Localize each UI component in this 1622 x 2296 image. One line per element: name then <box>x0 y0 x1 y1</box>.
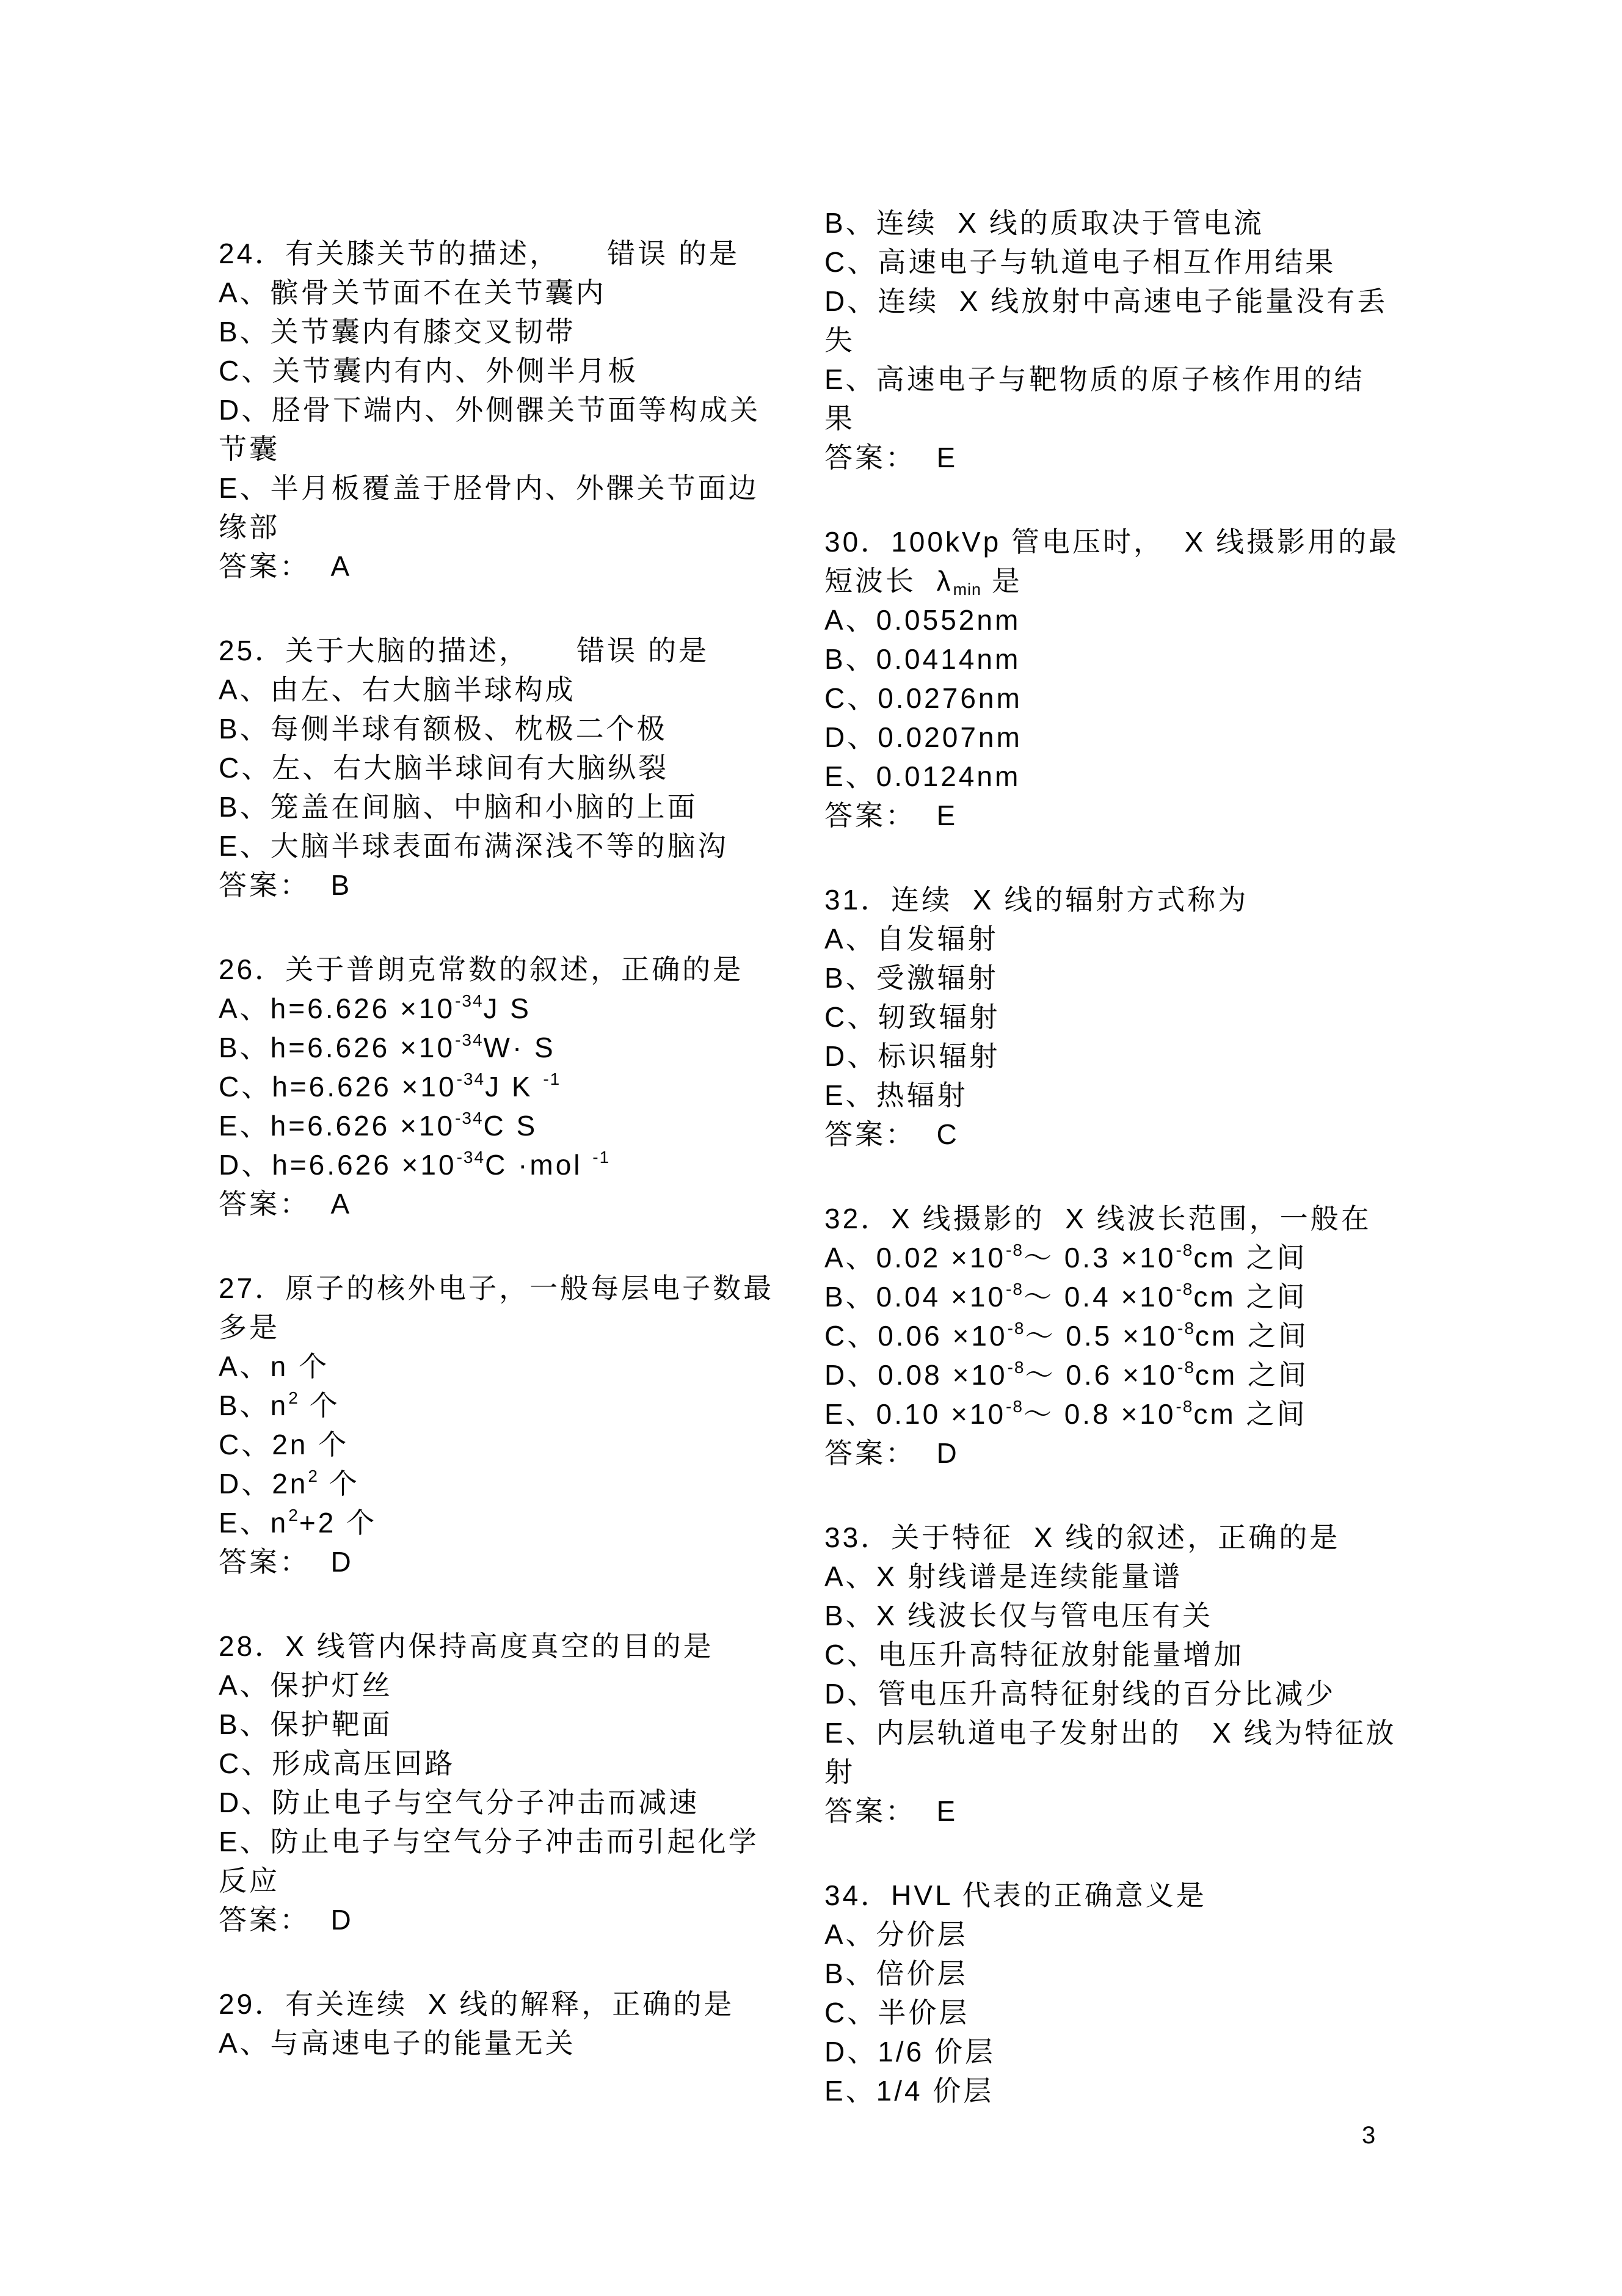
text-segment: cm 之间 <box>1193 1281 1307 1313</box>
text-segment: E、0.10 ×10 <box>824 1398 1006 1430</box>
text-segment: cm 之间 <box>1195 1359 1309 1391</box>
option-line: B、0.0414nm <box>824 643 1021 675</box>
option-line: C、高速电子与轨道电子相互作用结果 <box>824 246 1336 278</box>
option-line: B、保护靶面 <box>219 1708 393 1740</box>
text-segment: A、h=6.626 ×10 <box>219 993 456 1024</box>
answer-line: 答案： E <box>824 442 958 473</box>
option-line <box>219 1067 823 1106</box>
question-block-q29-continued <box>824 203 1472 477</box>
text-segment: D、h=6.626 ×10 <box>219 1149 457 1181</box>
continuation-line: 反应 <box>219 1865 280 1897</box>
option-line: A、0.0552nm <box>824 604 1021 636</box>
superscript: -1 <box>592 1148 611 1167</box>
option-line: C、左、右大脑半球间有大脑纵裂 <box>219 752 669 784</box>
question-header: 24．有关膝关节的描述， 错误 的是 <box>219 238 740 269</box>
question-header: 31．连续 X 线的辐射方式称为 <box>824 884 1249 916</box>
option-line: B、笼盖在间脑、中脑和小脑的上面 <box>219 791 698 823</box>
superscript: 2 <box>288 1388 299 1407</box>
text-segment: C、0.06 ×10 <box>824 1320 1008 1352</box>
text-segment: 是 <box>981 565 1022 597</box>
text-segment: D、0.08 ×10 <box>824 1359 1008 1391</box>
option-line <box>219 1503 823 1542</box>
text-segment: D、2n <box>219 1468 308 1500</box>
option-line <box>824 1238 1472 1277</box>
text-segment: cm 之间 <box>1195 1320 1309 1352</box>
option-line: A、与高速电子的能量无关 <box>219 2027 576 2059</box>
option-line <box>219 989 823 1028</box>
superscript: -8 <box>1007 1319 1025 1338</box>
option-line: B、X 线波长仅与管电压有关 <box>824 1600 1213 1631</box>
text-segment: cm 之间 <box>1193 1242 1307 1274</box>
text-segment: C S <box>483 1110 538 1142</box>
option-line: C、0.0276nm <box>824 682 1022 714</box>
superscript: -34 <box>455 1109 484 1128</box>
question-block-q28 <box>219 1627 823 1939</box>
text-segment: B、n <box>219 1390 289 1421</box>
subscript: min <box>953 580 982 599</box>
option-line: D、1/6 价层 <box>824 2036 995 2068</box>
answer-line: 答案： B <box>219 869 352 901</box>
superscript: 2 <box>288 1506 299 1525</box>
question-block-q34 <box>824 1876 1472 2110</box>
superscript: -8 <box>1177 1319 1195 1338</box>
question-block-q33 <box>824 1518 1472 1831</box>
question-header: 28．X 线管内保持高度真空的目的是 <box>219 1630 714 1662</box>
option-line: E、1/4 价层 <box>824 2075 994 2107</box>
option-line: C、轫致辐射 <box>824 1001 1000 1033</box>
text-segment: 短波长 λ <box>824 565 953 597</box>
option-line: E、高速电子与靶物质的原子核作用的结 <box>824 363 1365 395</box>
right-column <box>824 203 1472 2156</box>
continuation-line <box>824 561 1472 600</box>
question-header: 32．X 线摄影的 X 线波长范围，一般在 <box>824 1203 1372 1234</box>
answer-line: 答案： D <box>824 1437 959 1469</box>
text-segment: A、0.02 ×10 <box>824 1242 1006 1274</box>
question-header: 34．HVL 代表的正确意义是 <box>824 1879 1207 1911</box>
question-header: 30．100kVp 管电压时， X 线摄影用的最 <box>824 526 1399 558</box>
left-column <box>219 234 823 2108</box>
superscript: -8 <box>1177 1358 1195 1377</box>
text-segment: ～ 0.4 ×10 <box>1023 1281 1176 1313</box>
text-segment: E、n <box>219 1507 289 1539</box>
option-line: A、保护灯丝 <box>219 1669 393 1701</box>
superscript: -8 <box>1176 1397 1194 1416</box>
question-header: 26．关于普朗克常数的叙述，正确的是 <box>219 953 744 985</box>
superscript: -8 <box>1006 1280 1024 1299</box>
continuation-line: 射 <box>824 1756 855 1788</box>
superscript: -8 <box>1176 1241 1194 1259</box>
option-line: E、内层轨道电子发射出的 X 线为特征放 <box>824 1717 1397 1749</box>
option-line <box>219 1464 823 1503</box>
option-line: D、防止电子与空气分子冲击而减速 <box>219 1787 700 1818</box>
option-line <box>824 1355 1472 1394</box>
superscript: -34 <box>456 1148 486 1167</box>
option-line: D、标识辐射 <box>824 1040 1000 1072</box>
option-line: C、2n 个 <box>219 1429 349 1460</box>
text-segment: ～ 0.5 ×10 <box>1025 1320 1178 1352</box>
option-line: A、X 射线谱是连续能量谱 <box>824 1561 1183 1592</box>
option-line: E、0.0124nm <box>824 760 1021 792</box>
superscript: -8 <box>1006 1397 1024 1416</box>
option-line: D、连续 X 线放射中高速电子能量没有丢 <box>824 285 1388 317</box>
answer-line: 答案： A <box>219 550 352 582</box>
option-line: C、半价层 <box>824 1997 970 2028</box>
superscript: -34 <box>456 1070 486 1088</box>
option-line: D、管电压升高特征射线的百分比减少 <box>824 1678 1336 1710</box>
text-segment: cm 之间 <box>1193 1398 1307 1430</box>
text-segment: C、h=6.626 ×10 <box>219 1071 457 1102</box>
continuation-line: 多是 <box>219 1311 280 1343</box>
answer-line: 答案： E <box>824 800 958 831</box>
superscript: -8 <box>1006 1241 1024 1259</box>
continuation-line: 失 <box>824 324 855 356</box>
option-line: B、每侧半球有额极、枕极二个极 <box>219 713 667 745</box>
text-segment: +2 个 <box>299 1507 377 1539</box>
continuation-line: 果 <box>824 403 855 434</box>
answer-line: 答案： D <box>219 1904 354 1936</box>
text-segment: E、h=6.626 ×10 <box>219 1110 456 1142</box>
text-segment: ～ 0.6 ×10 <box>1025 1359 1178 1391</box>
option-line: E、大脑半球表面布满深浅不等的脑沟 <box>219 830 729 862</box>
text-segment: J K <box>485 1071 544 1102</box>
question-block-q30 <box>824 522 1472 835</box>
question-block-q32 <box>824 1199 1472 1473</box>
continuation-line: 缘部 <box>219 511 280 543</box>
option-line: A、n 个 <box>219 1350 330 1382</box>
option-line: E、防止电子与空气分子冲击而引起化学 <box>219 1826 759 1857</box>
question-block-q26 <box>219 950 823 1223</box>
text-segment: ～ 0.3 ×10 <box>1023 1242 1176 1274</box>
text-segment: W· S <box>483 1032 556 1063</box>
text-segment: 个 <box>318 1468 360 1500</box>
option-line: B、受激辐射 <box>824 962 998 994</box>
text-segment: 个 <box>299 1390 340 1421</box>
question-block-q24 <box>219 234 823 586</box>
option-line: E、半月板覆盖于胫骨内、外髁关节面边 <box>219 472 759 504</box>
option-line: A、髌骨关节面不在关节囊内 <box>219 277 606 308</box>
superscript: -1 <box>543 1070 561 1088</box>
question-block-q25 <box>219 631 823 905</box>
option-line: B、关节囊内有膝交叉韧带 <box>219 316 576 348</box>
option-line <box>219 1106 823 1145</box>
option-line: B、倍价层 <box>824 1958 968 1989</box>
option-line <box>824 1394 1472 1434</box>
question-header: 25．关于大脑的描述， 错误 的是 <box>219 635 709 666</box>
superscript: -34 <box>455 1030 484 1049</box>
option-line <box>824 1316 1472 1355</box>
option-line: A、自发辐射 <box>824 923 998 955</box>
page-number: 3 <box>1362 2122 1376 2149</box>
question-header: 27．原子的核外电子，一般每层电子数最 <box>219 1272 774 1304</box>
text-segment: C ·mol <box>485 1149 593 1181</box>
answer-line: 答案： E <box>824 1795 958 1827</box>
superscript: -8 <box>1176 1280 1194 1299</box>
option-line: C、关节囊内有内、外侧半月板 <box>219 355 639 387</box>
option-line <box>824 1277 1472 1316</box>
question-header: 29．有关连续 X 线的解释，正确的是 <box>219 1988 735 2020</box>
text-segment: J S <box>483 993 531 1024</box>
text-segment: ～ 0.8 ×10 <box>1023 1398 1176 1430</box>
text-segment: B、h=6.626 ×10 <box>219 1032 456 1063</box>
continuation-line: 节囊 <box>219 433 280 465</box>
superscript: -34 <box>455 991 484 1010</box>
option-line: C、形成高压回路 <box>219 1748 456 1779</box>
question-block-q29 <box>219 1984 823 2063</box>
option-line: D、胫骨下端内、外侧髁关节面等构成关 <box>219 394 761 426</box>
option-line: A、分价层 <box>824 1919 968 1950</box>
question-header: 33．关于特征 X 线的叙述，正确的是 <box>824 1522 1340 1553</box>
question-block-q31 <box>824 880 1472 1154</box>
question-block-q27 <box>219 1269 823 1581</box>
option-line <box>219 1145 823 1184</box>
answer-line: 答案： A <box>219 1188 352 1220</box>
superscript: 2 <box>308 1467 319 1485</box>
option-line: C、电压升高特征放射能量增加 <box>824 1639 1245 1671</box>
answer-line: 答案： D <box>219 1546 354 1578</box>
option-line: E、热辐射 <box>824 1079 968 1111</box>
option-line <box>219 1028 823 1067</box>
option-line: D、0.0207nm <box>824 721 1022 753</box>
option-line: B、连续 X 线的质取决于管电流 <box>824 207 1264 239</box>
superscript: -8 <box>1007 1358 1025 1377</box>
option-line <box>219 1386 823 1425</box>
text-segment: B、0.04 ×10 <box>824 1281 1006 1313</box>
answer-line: 答案： C <box>824 1118 959 1150</box>
option-line: A、由左、右大脑半球构成 <box>219 674 576 705</box>
